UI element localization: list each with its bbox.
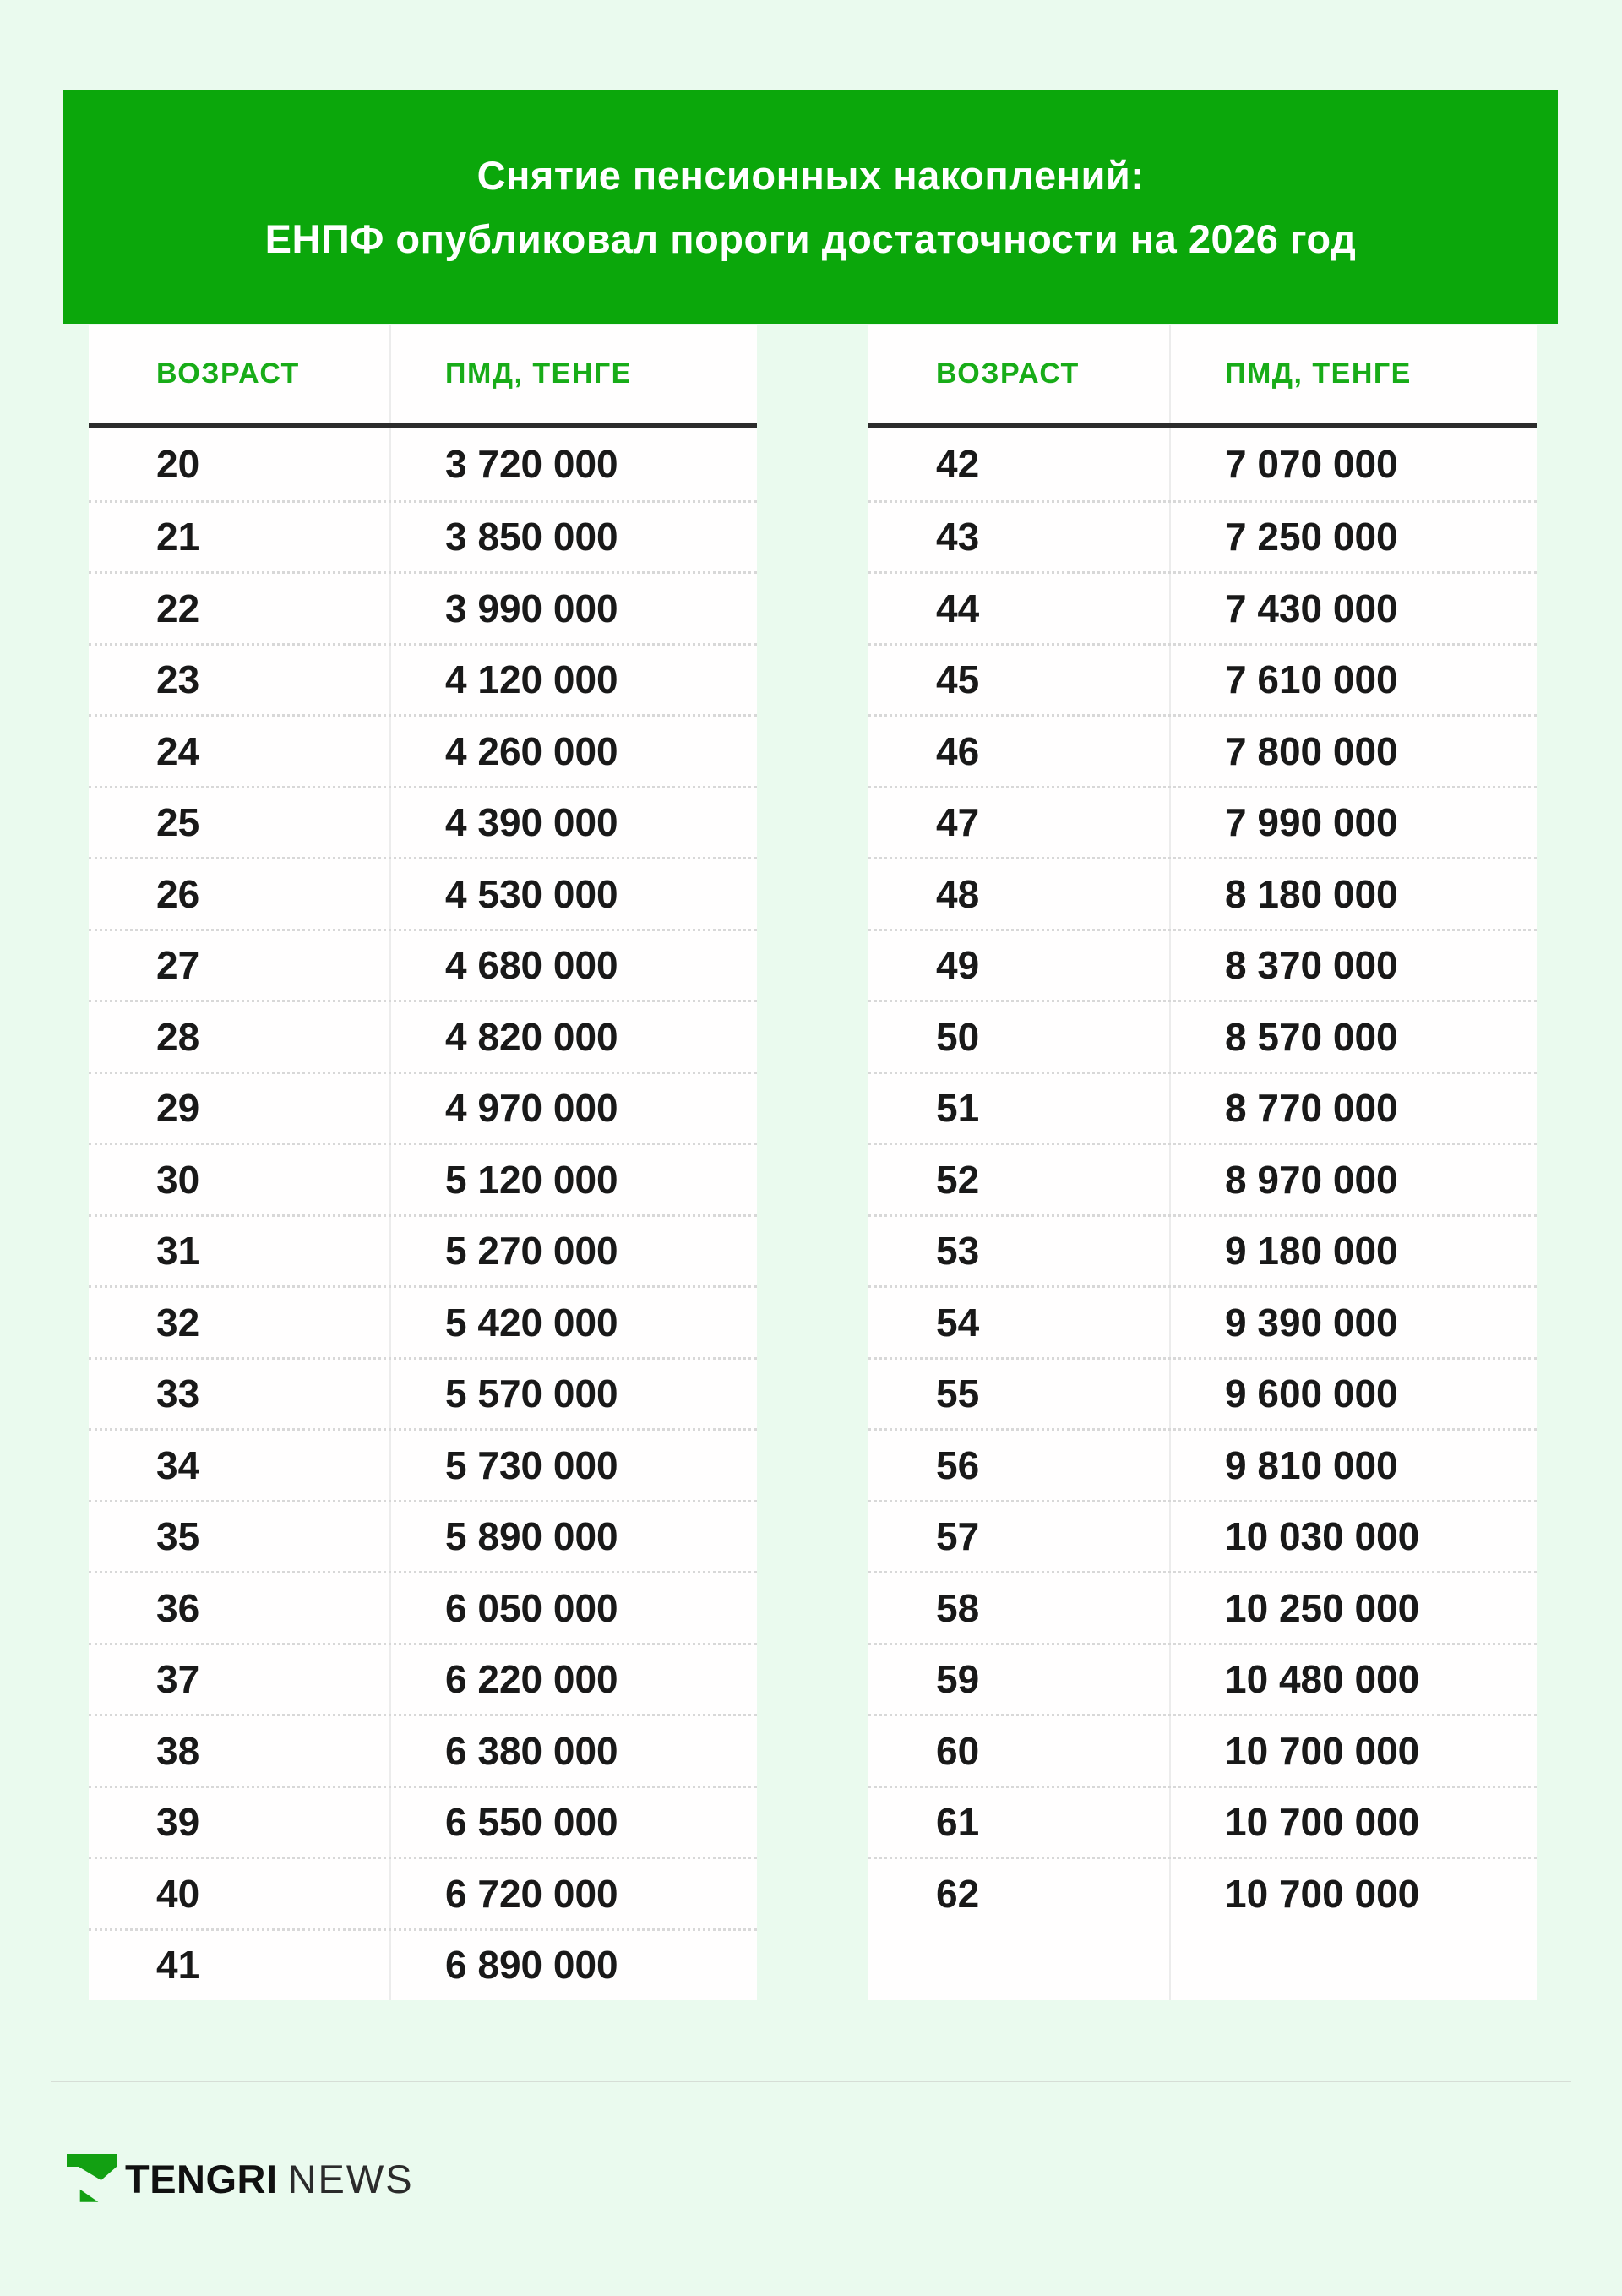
age-cell: 42: [936, 442, 980, 487]
amount-cell: 7 070 000: [1225, 442, 1398, 487]
table-row: [89, 1643, 757, 1715]
table-row: [89, 1428, 757, 1500]
table-row: [868, 1357, 1537, 1429]
age-cell: 32: [156, 1300, 200, 1344]
age-cell: 21: [156, 515, 200, 559]
age-cell: 51: [936, 1086, 980, 1131]
table-row: [89, 1357, 757, 1429]
table-row: [89, 1000, 757, 1072]
amount-cell: 9 180 000: [1225, 1229, 1398, 1273]
age-cell: 55: [936, 1372, 980, 1416]
amount-cell: 3 850 000: [445, 515, 618, 559]
amount-cell: 6 380 000: [445, 1728, 618, 1773]
age-cell: 33: [156, 1372, 200, 1416]
age-cell: 56: [936, 1442, 980, 1487]
age-cell: 43: [936, 515, 980, 559]
table-row: [89, 786, 757, 858]
table-row: [868, 1714, 1537, 1786]
age-cell: 49: [936, 943, 980, 988]
amount-cell: 4 820 000: [445, 1014, 618, 1059]
table-row: [868, 1072, 1537, 1143]
amount-cell: 5 730 000: [445, 1442, 618, 1487]
amount-cell: 4 530 000: [445, 871, 618, 916]
brand-text-secondary: NEWS: [287, 2156, 414, 2201]
table-row: [89, 1500, 757, 1572]
table-row: [868, 1000, 1537, 1072]
table-row: [89, 1857, 757, 1928]
amount-cell: 9 600 000: [1225, 1372, 1398, 1416]
age-cell: 41: [156, 1943, 200, 1988]
table-row: [89, 1571, 757, 1643]
amount-cell: 8 970 000: [1225, 1157, 1398, 1202]
age-cell: 38: [156, 1728, 200, 1773]
table-row: [89, 1214, 757, 1286]
amount-cell: 5 570 000: [445, 1372, 618, 1416]
age-cell: 23: [156, 657, 200, 702]
amount-cell: 3 990 000: [445, 586, 618, 630]
table-row: [89, 1285, 757, 1357]
age-cell: 28: [156, 1014, 200, 1059]
table-row: [868, 428, 1537, 500]
amount-cell: 7 250 000: [1225, 515, 1398, 559]
age-cell: 53: [936, 1229, 980, 1273]
age-cell: 35: [156, 1514, 200, 1559]
table-row: [868, 1143, 1537, 1214]
amount-cell: 5 890 000: [445, 1514, 618, 1559]
table-row: [868, 571, 1537, 643]
amount-cell: 6 050 000: [445, 1585, 618, 1630]
tengrinews-logo: [67, 2154, 414, 2203]
table-row: [868, 929, 1537, 1001]
age-cell: 36: [156, 1585, 200, 1630]
amount-cell: 7 610 000: [1225, 657, 1398, 702]
age-cell: 27: [156, 943, 200, 988]
table-row: [89, 1072, 757, 1143]
amount-cell: 3 720 000: [445, 442, 618, 487]
amount-cell: 8 770 000: [1225, 1086, 1398, 1131]
table-body: [89, 428, 757, 1999]
amount-cell: 4 120 000: [445, 657, 618, 702]
age-cell: 54: [936, 1300, 980, 1344]
amount-cell: 10 700 000: [1225, 1871, 1420, 1916]
age-cell: 57: [936, 1514, 980, 1559]
age-cell: 62: [936, 1871, 980, 1916]
amount-cell: 7 990 000: [1225, 800, 1398, 845]
age-cell: 59: [936, 1657, 980, 1702]
age-cell: 46: [936, 728, 980, 773]
age-cell: 48: [936, 871, 980, 916]
age-cell: 44: [936, 586, 980, 630]
table-row: [89, 571, 757, 643]
age-cell: 45: [936, 657, 980, 702]
table-row: [89, 1786, 757, 1857]
age-cell: 20: [156, 442, 200, 487]
age-cell: 34: [156, 1442, 200, 1487]
amount-cell: 10 480 000: [1225, 1657, 1420, 1702]
table-row: [868, 786, 1537, 858]
threshold-table-left: [89, 325, 757, 2000]
table-header-row: [89, 325, 757, 428]
table-row: [868, 1428, 1537, 1500]
brand-text-primary: TENGRI: [125, 2156, 278, 2201]
age-cell: 50: [936, 1014, 980, 1059]
amount-column-header: ПМД, ТЕНГЕ: [1225, 357, 1412, 390]
amount-cell: 10 700 000: [1225, 1728, 1420, 1773]
amount-cell: 5 420 000: [445, 1300, 618, 1344]
amount-cell: 8 180 000: [1225, 871, 1398, 916]
table-row: [89, 1928, 757, 2000]
age-cell: 52: [936, 1157, 980, 1202]
table-row: [89, 857, 757, 929]
table-row: [89, 929, 757, 1001]
table-row: [89, 643, 757, 715]
amount-cell: 10 030 000: [1225, 1514, 1420, 1559]
amount-cell: 6 550 000: [445, 1800, 618, 1845]
table-row: [868, 857, 1537, 929]
amount-cell: 8 370 000: [1225, 943, 1398, 988]
age-cell: 25: [156, 800, 200, 845]
table-row: [868, 1500, 1537, 1572]
table-row: [868, 714, 1537, 786]
amount-cell: 4 260 000: [445, 728, 618, 773]
age-cell: 26: [156, 871, 200, 916]
amount-cell: 4 680 000: [445, 943, 618, 988]
amount-cell: 8 570 000: [1225, 1014, 1398, 1059]
table-row: [89, 428, 757, 500]
age-cell: 29: [156, 1086, 200, 1131]
age-cell: 37: [156, 1657, 200, 1702]
footer-divider: [51, 2081, 1571, 2082]
table-row: [868, 1285, 1537, 1357]
brand-text: [125, 2156, 414, 2202]
table-row: [89, 1143, 757, 1214]
title-banner: [63, 90, 1558, 324]
amount-column-header: ПМД, ТЕНГЕ: [445, 357, 632, 390]
amount-cell: 4 390 000: [445, 800, 618, 845]
amount-cell: 6 220 000: [445, 1657, 618, 1702]
amount-cell: 6 890 000: [445, 1943, 618, 1988]
amount-cell: 9 390 000: [1225, 1300, 1398, 1344]
page-title-line1: Снятие пенсионных накоплений:: [476, 153, 1145, 198]
age-column-header: ВОЗРАСТ: [156, 357, 300, 390]
age-cell: 61: [936, 1800, 980, 1845]
amount-cell: 5 270 000: [445, 1229, 618, 1273]
table-row: [868, 1786, 1537, 1857]
table-row: [868, 1857, 1537, 1928]
amount-cell: 4 970 000: [445, 1086, 618, 1131]
amount-cell: 9 810 000: [1225, 1442, 1398, 1487]
age-cell: 22: [156, 586, 200, 630]
table-row: [868, 1571, 1537, 1643]
table-row: [89, 500, 757, 572]
threshold-table-right: [868, 325, 1537, 2000]
amount-cell: 7 800 000: [1225, 728, 1398, 773]
age-cell: 40: [156, 1871, 200, 1916]
amount-cell: 7 430 000: [1225, 586, 1398, 630]
age-cell: 39: [156, 1800, 200, 1845]
table-header-row: [868, 325, 1537, 428]
page-title-line2: ЕНПФ опубликовал пороги достаточности на 2026 год: [264, 216, 1357, 261]
table-row: [868, 643, 1537, 715]
age-cell: 31: [156, 1229, 200, 1273]
age-cell: 24: [156, 728, 200, 773]
table-row: [89, 714, 757, 786]
age-cell: 47: [936, 800, 980, 845]
table-row: [868, 500, 1537, 572]
age-column-header: ВОЗРАСТ: [936, 357, 1080, 390]
age-cell: 30: [156, 1157, 200, 1202]
table-row: [868, 1214, 1537, 1286]
amount-cell: 10 250 000: [1225, 1585, 1420, 1630]
table-body: [868, 428, 1537, 1928]
tengrinews-flag-icon: [67, 2154, 117, 2203]
table-row: [89, 1714, 757, 1786]
amount-cell: 6 720 000: [445, 1871, 618, 1916]
table-row: [868, 1643, 1537, 1715]
age-cell: 60: [936, 1728, 980, 1773]
amount-cell: 5 120 000: [445, 1157, 618, 1202]
age-cell: 58: [936, 1585, 980, 1630]
amount-cell: 10 700 000: [1225, 1800, 1420, 1845]
